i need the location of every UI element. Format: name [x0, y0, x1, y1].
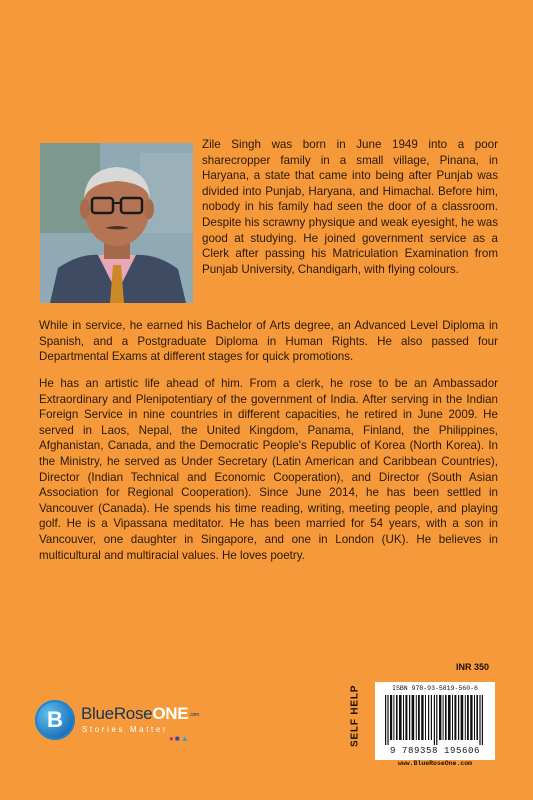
publisher-name-main: BlueRose: [81, 704, 153, 723]
bio-paragraph-3: He has an artistic life ahead of him. From a clerk, he rose to be an Ambassador Extraordinary and Plenipotentiary of the government of India. After serving in the Indian Foreign Service in nine countries in different capacities, he retired in June 2009. He served in Laos, Nepal, the United Kingdom, Panama, Finland, the Philippines, Afghanistan, Canada, and the Democratic People's Republic of Korea (North Korea). In the Ministry, he served as Under Secretary (Latin American and Caribbean Countries), Director (Indian Technical and Economic Cooperation), and Director (South Asian Association for Regional Cooperation). Since June 2014, he has been settled in Vancouver (Canada). He spends his time reading, writing, meeting people, and playing golf. He is a Vipassana meditator. He has been married for 54 years, with a son in Vancouver, one daughter in Singapore, and one in London (UK). He believes in multicultural and multiracial values. He loves poetry.: [39, 377, 498, 562]
publisher-tagline: Stories Matter: [82, 725, 169, 734]
bio-paragraph-2: While in service, he earned his Bachelor of Arts degree, an Advanced Level Diploma in Spanish, and a Postgraduate Diploma in Human Rights. He also passed four Departmental Exams at different stages for quick promotions.: [39, 319, 498, 364]
publisher-name: [81, 704, 199, 724]
publisher-logo-letter: B: [47, 707, 63, 732]
publisher-logo-mark: [35, 700, 75, 740]
publisher-website: www.BlueRoseOne.com: [397, 760, 473, 767]
publisher-logo: [35, 700, 205, 746]
instagram-icon: ●: [169, 734, 174, 743]
facebook-icon: ■: [174, 734, 180, 743]
price-label: INR 350: [456, 662, 490, 672]
social-icons: [169, 734, 190, 743]
barcode-box: [375, 682, 495, 760]
bio-paragraph-1: Zile Singh was born in June 1949 into a poor sharecropper family in a small village, Pinana, in Haryana, a state that came into being after Punjab was divided into Punjab, Haryana, and Himachal. Before him, nobody in his family had seen the door of a classroom. Despite his scrawny physique and weak eyesight, he was good at studying. He joined government service as a Clerk after passing his Matriculation Examination from Punjab University, Chandigarh, with flying colours.: [202, 138, 498, 276]
barcode-bars: [383, 695, 487, 745]
twitter-icon: ▲: [180, 734, 189, 743]
isbn-text: ISBN 978-93-5819-560-6: [392, 685, 478, 692]
barcode-digits: 9 789358 195606: [389, 746, 480, 756]
author-photo: [40, 143, 193, 303]
publisher-name-suffix: ONE: [152, 704, 189, 723]
genre-label: SELF HELP: [349, 684, 361, 747]
publisher-domain-suffix: .com: [189, 711, 199, 718]
